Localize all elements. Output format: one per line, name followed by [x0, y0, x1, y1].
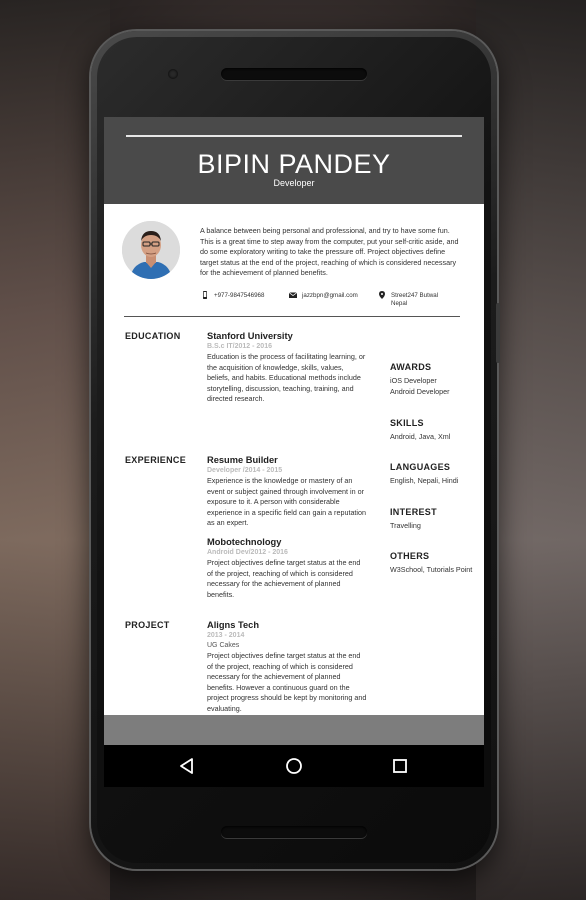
section-label-education: EDUCATION: [125, 331, 181, 341]
address-line-2: Nepal: [391, 300, 408, 307]
contact-address-text: [391, 292, 438, 308]
home-circle-icon[interactable]: [284, 756, 304, 776]
sidebar-value: iOS Developer Android Developer: [390, 376, 450, 396]
entry-subtitle: 2013 - 2014: [207, 632, 245, 639]
entry-title: Aligns Tech: [207, 620, 259, 630]
bottom-speaker: [221, 826, 367, 838]
entry-client: UG Cakes: [207, 642, 240, 649]
sidebar-languages: [390, 461, 482, 487]
sidebar-value: Android, Java, Xml: [390, 432, 451, 441]
sidebar-heading: INTEREST: [390, 507, 437, 517]
recents-square-icon[interactable]: [390, 756, 410, 776]
sidebar-value: Travelling: [390, 521, 421, 530]
resume-name: BIPIN PANDEY: [197, 149, 391, 179]
entry-title: Mobotechnology: [207, 537, 282, 547]
entry-subtitle: B.S.c IT/2012 - 2016: [207, 343, 272, 350]
sidebar-skills: [390, 417, 482, 443]
sidebar-value: English, Nepali, Hindi: [390, 476, 459, 485]
entry-subtitle: Android Dev/2012 - 2016: [207, 549, 288, 556]
top-speaker: [221, 68, 367, 80]
phone-icon: [201, 291, 209, 299]
location-pin-icon: [378, 291, 386, 299]
education-entry: [207, 330, 367, 405]
about-text: A balance between being personal and professional, and try to have some fun. This is a great time to step away from the computer, put your self-critic aside, and do some exploratory writing to take the pressure off. Project objectives define target status at the end of the project, reaching of which is considered necessary for the achievement of planned benefits.: [200, 226, 459, 277]
section-divider: [124, 316, 460, 317]
power-button: [496, 303, 500, 363]
section-label-experience: EXPERIENCE: [125, 455, 187, 465]
sidebar-heading: SKILLS: [390, 418, 424, 428]
entry-title: Resume Builder: [207, 455, 278, 465]
avatar: [122, 221, 180, 279]
phone-screen: [104, 117, 484, 787]
sidebar-interest: [390, 506, 482, 532]
entry-description: Experience is the knowledge or mastery of an event or subject gained through involvement in or exposure to it. A person with considerable experience in a specific field can gain a reputation as an expert.: [207, 476, 367, 527]
entry-description: Project objectives define target status at the end of the project, reaching of which is considered necessary for the achievement of planned benefits. However a continuous guard on the project progress should be kept by monitoring and evaluating.: [207, 651, 367, 713]
entry-description: Project objectives define target status at the end of the project, reaching of which is considered necessary for the achievement of planned benefits.: [207, 558, 361, 599]
resume-role: Developer: [273, 178, 315, 188]
resume-footer-bar: [104, 715, 484, 745]
sidebar-heading: LANGUAGES: [390, 462, 451, 472]
resume-header: [104, 117, 484, 204]
back-triangle-icon[interactable]: [177, 756, 197, 776]
sidebar-others: [390, 550, 482, 576]
contact-phone-text: +977-9847546968: [214, 292, 265, 299]
sidebar-heading: AWARDS: [390, 362, 432, 372]
section-label-project: PROJECT: [125, 620, 170, 630]
header-rule: [126, 135, 462, 137]
android-nav-bar: [104, 745, 484, 787]
entry-description: Education is the process of facilitating learning, or the acquisition of knowledge, skills, values, beliefs, and habits. Educational methods include storytelling, discussion, teaching, training, and directed research.: [207, 352, 366, 403]
entry-subtitle: Developer /2014 - 2015: [207, 467, 283, 474]
front-camera: [168, 69, 178, 79]
contact-email-text: jazzbpn@gmail.com: [302, 292, 358, 299]
sidebar-value: W3School, Tutorials Point: [390, 565, 473, 574]
mail-icon: [289, 291, 297, 299]
sidebar-heading: OTHERS: [390, 551, 430, 561]
experience-entry: [207, 454, 367, 529]
entry-title: Stanford University: [207, 331, 293, 341]
sidebar-awards: [390, 361, 482, 397]
phone-frame: [91, 31, 497, 869]
project-entry: [207, 619, 367, 714]
experience-entry: [207, 536, 367, 600]
address-line-1: Street247 Butwal: [391, 292, 439, 299]
